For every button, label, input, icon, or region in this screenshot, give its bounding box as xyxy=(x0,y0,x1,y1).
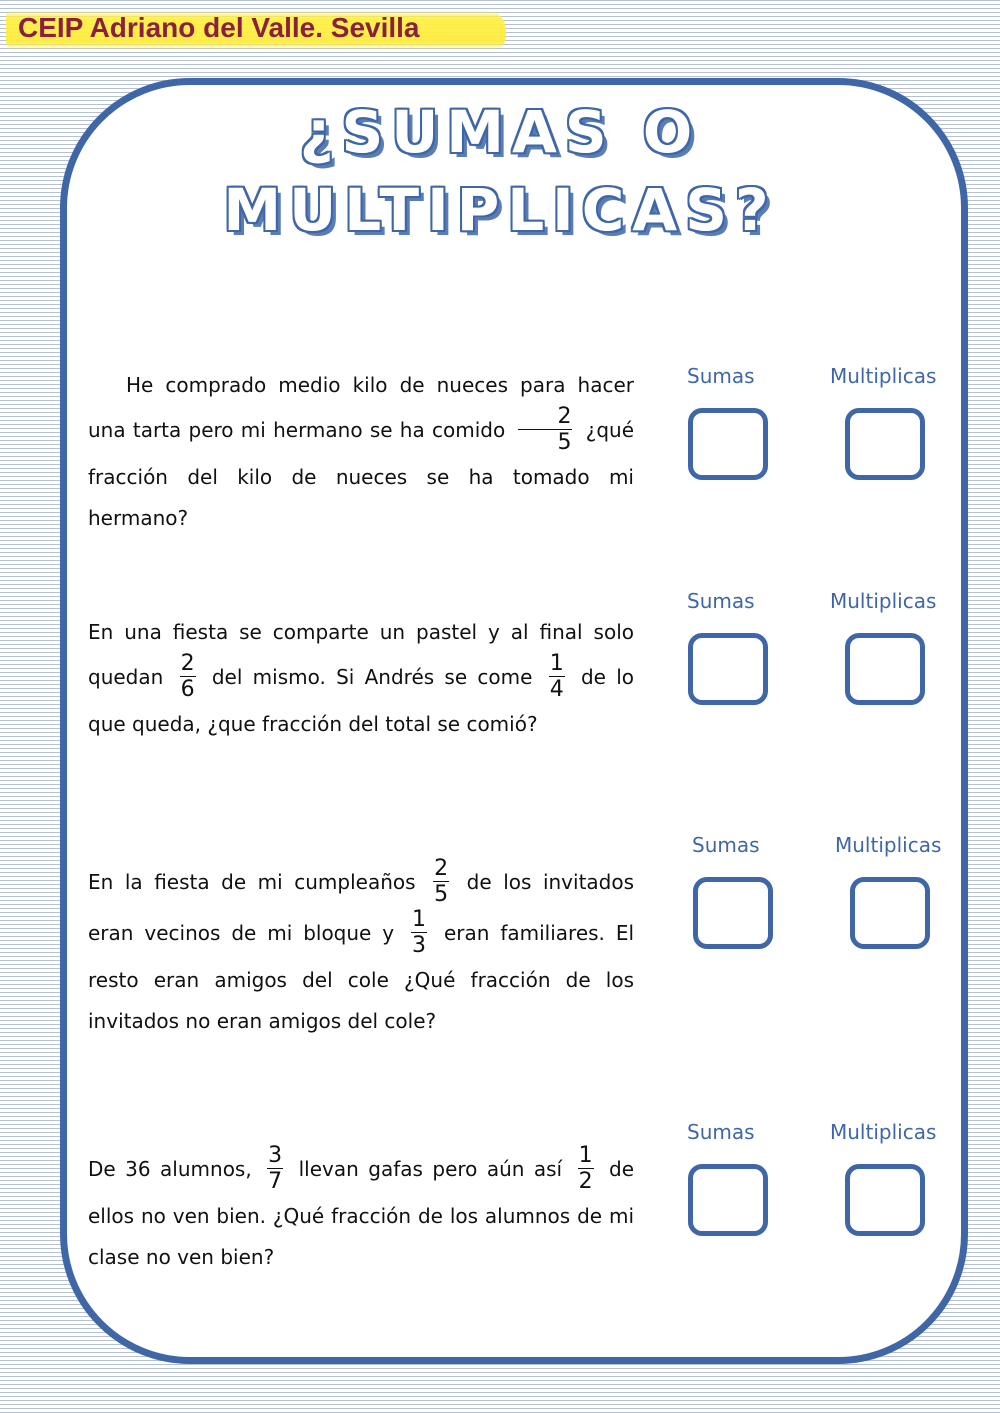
problem-3: En la fiesta de mi cumpleaños $\frac{2}{5}$ de los invitados eran vecinos de mi bloque y $\frac{1}{3}$ eran familiares. El resto eran amigos del cole ¿Qué fracción de los invitados no eran amigos del cole? xyxy=(88,856,635,1033)
option-label-sumas: Sumas xyxy=(692,833,760,857)
sumas-checkbox-3[interactable] xyxy=(693,877,773,949)
multiplicas-checkbox-3[interactable] xyxy=(850,877,930,949)
fraction: $\frac{2}{5}$ xyxy=(518,404,572,455)
problem-1: He comprado medio kilo de nueces para hacer una tarta pero mi hermano se ha comido $\frac{2}{5}$ ¿qué fracción del kilo de nueces se ha tomado mi hermano? xyxy=(88,373,634,530)
option-label-multiplicas: Multiplicas xyxy=(835,833,942,857)
multiplicas-checkbox-1[interactable] xyxy=(845,408,925,480)
sumas-checkbox-2[interactable] xyxy=(688,633,768,705)
option-label-sumas: Sumas xyxy=(687,1120,755,1144)
fraction: $\frac{2}{5}$ xyxy=(434,856,449,907)
fraction: $\frac{1}{3}$ xyxy=(412,907,427,958)
sumas-checkbox-1[interactable] xyxy=(688,408,768,480)
problem-4: De 36 alumnos, $\frac{3}{7}$ llevan gafas pero aún así $\frac{1}{2}$ de ellos no ven bien. ¿Qué fracción de los alumnos de mi clase no ven bien? xyxy=(88,1143,635,1269)
school-name: CEIP Adriano del Valle. Sevilla xyxy=(18,12,420,43)
fraction: $\frac{2}{6}$ xyxy=(180,651,195,702)
option-label-multiplicas: Multiplicas xyxy=(830,589,937,613)
fraction: $\frac{1}{4}$ xyxy=(549,651,564,702)
title-line-2: MULTIPLICAS? xyxy=(223,176,777,244)
school-banner xyxy=(6,10,506,50)
option-label-sumas: Sumas xyxy=(687,364,755,388)
option-label-multiplicas: Multiplicas xyxy=(830,364,937,388)
option-label-multiplicas: Multiplicas xyxy=(830,1120,937,1144)
title-line-1: ¿SUMAS O xyxy=(299,98,701,166)
multiplicas-checkbox-4[interactable] xyxy=(845,1164,925,1236)
fraction: $\frac{3}{7}$ xyxy=(268,1143,283,1194)
problem-2: En una fiesta se comparte un pastel y al final solo quedan $\frac{2}{6}$ del mismo. Si Andrés se come $\frac{1}{4}$ de lo que queda, ¿que fracción del total se comió? xyxy=(88,620,635,736)
multiplicas-checkbox-2[interactable] xyxy=(845,633,925,705)
sumas-checkbox-4[interactable] xyxy=(688,1164,768,1236)
option-label-sumas: Sumas xyxy=(687,589,755,613)
fraction: $\frac{1}{2}$ xyxy=(578,1143,593,1194)
